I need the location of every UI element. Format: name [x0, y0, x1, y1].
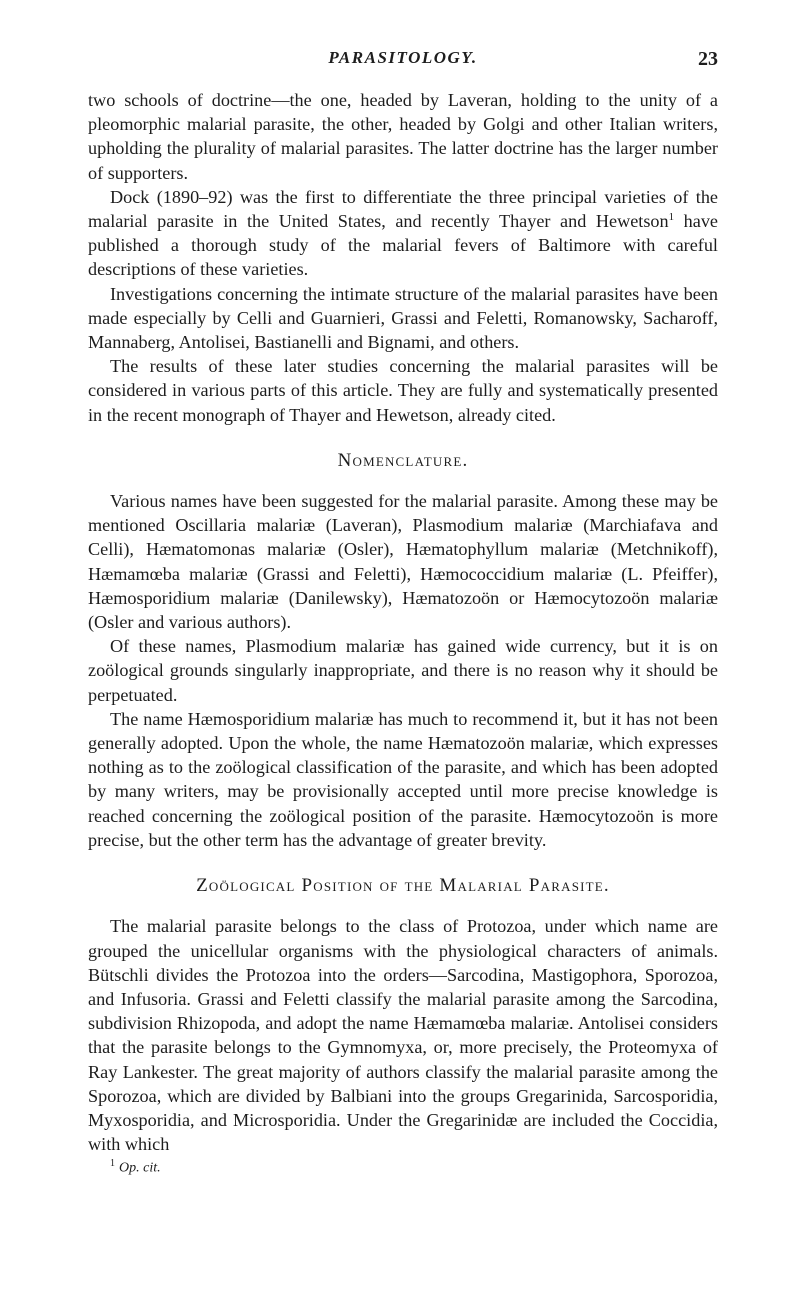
section-heading-nomenclature: Nomenclature. [337, 449, 469, 471]
running-head [88, 48, 718, 88]
body-text [88, 88, 718, 1156]
footnote [88, 1158, 718, 1177]
paragraph: Of these names, Plasmodium malariæ has gained wide currency, but it is on zoölogical grounds singularly inappropriate, and there is no reason why it should be perpetuated. [88, 636, 718, 705]
paragraph: The results of these later studies concerning the malarial parasites will be considered in various parts of this article. They are fully and systematically presented in the recent monograph of Thayer and Hewetson, already cited. [88, 356, 718, 425]
paragraph: Various names have been suggested for the malarial parasite. Among these may be mentioned Oscillaria malariæ (Laveran), Plasmodium malariæ (Marchiafava and Celli), Hæmatomonas malariæ (Osler), Hæmatophyllum malariæ (Metchnikoff), Hæmamœba malariæ (Grassi and Feletti), Hæmococcidium malariæ (L. Pfeiffer), Hæmosporidium malariæ (Danilewsky), Hæmatozoön or Hæmocytozoön malariæ (Osler and various authors). [88, 491, 718, 633]
paragraph: two schools of doctrine—the one, headed by Laveran, holding to the unity of a pleomorphic malarial parasite, the other, headed by Golgi and other Italian writers, upholding the plurality of malarial parasites. The latter doctrine has the larger number of supporters. [88, 90, 718, 183]
paragraph: Investigations concerning the intimate structure of the malarial parasites have been made especially by Celli and Guarnieri, Grassi and Feletti, Romanowsky, Sacharoff, Mannaberg, Antolisei, Bastianelli and Bignami, and others. [88, 283, 718, 353]
paragraph: The name Hæmosporidium malariæ has much to recommend it, but it has not been generally adopted. Upon the whole, the name Hæmatozoön malariæ, which expresses nothing as to the zoölogical classification of the parasite, and which has been adopted by many writers, may be provisionally accepted until more precise knowledge is reached concerning the zoölogical position of the parasite. Hæmocytozoön is more precise, but the other term has the advantage of greater brevity. [88, 708, 718, 850]
paragraph-text: have published a thorough study of the malarial fevers of Baltimore with careful descriptions of these varieties. [88, 211, 718, 280]
page [88, 0, 718, 1177]
page-number: 23 [698, 48, 718, 70]
paragraph: The malarial parasite belongs to the class of Protozoa, under which name are grouped the unicellular organisms with the physiological characters of animals. Bütschli divides the Protozoa into the orders—Sarcodina, Mastigophora, Sporozoa, and Infusoria. Grassi and Feletti classify the malarial parasite among the Sarcodina, subdivision Rhizopoda, and adopt the name Hæmamœba malariæ. Antolisei considers that the parasite belongs to the Gymnomyxa, or, more precisely, the Proteomyxa of Ray Lankester. The great majority of authors classify the malarial parasite among the Sporozoa, which are divided by Balbiani into the groups Gregarinida, Sarcosporidia, Myxosporidia, and Microsporidia. Under the Gregarinidæ are included the Coccidia, with which [88, 916, 718, 1155]
paragraph-text: Dock (1890–92) was the first to differentiate the three principal varieties of the malarial parasite in the United States, and recently Thayer and Hewetson [88, 186, 718, 232]
footnote-mark: 1 [110, 1158, 115, 1170]
footnote-reference: 1 [668, 210, 675, 223]
running-title: PARASITOLOGY. [328, 48, 478, 67]
footnote-text: Op. cit. [119, 1160, 161, 1176]
section-heading-zoological-position: Zoölogical Position of the Malarial Parasite. [196, 875, 610, 897]
paragraph [88, 185, 718, 282]
